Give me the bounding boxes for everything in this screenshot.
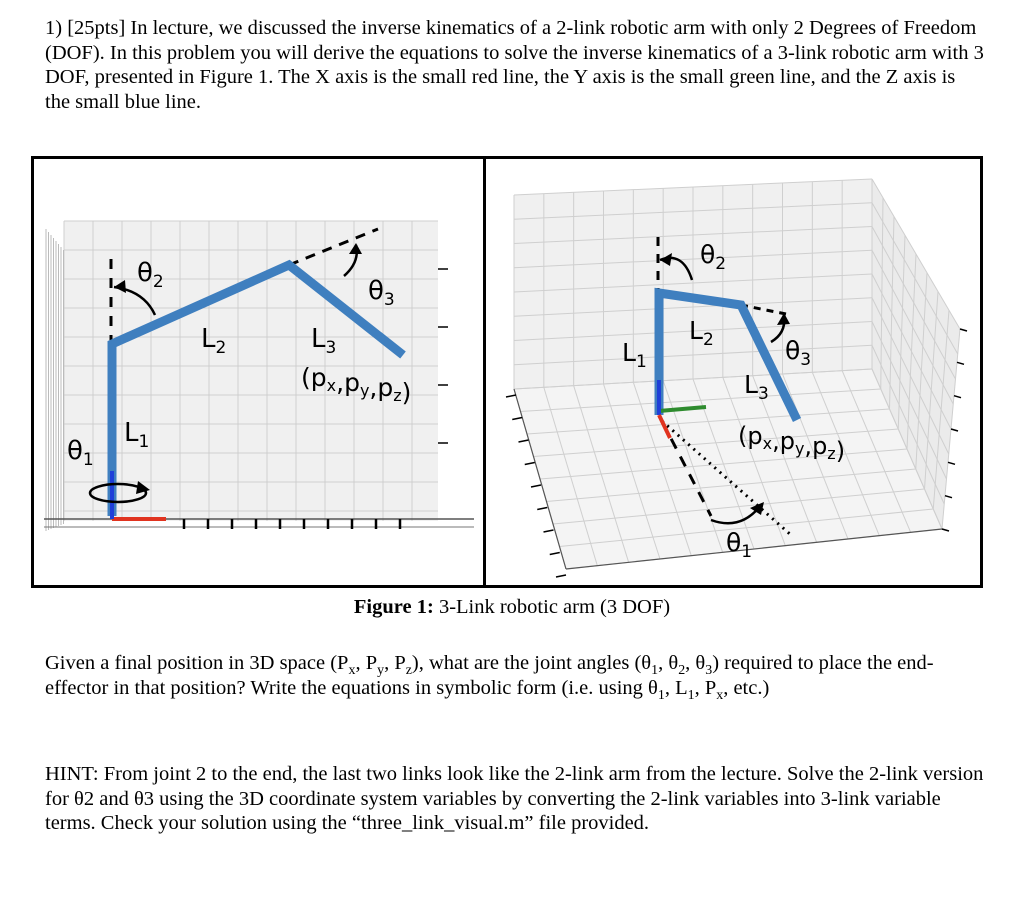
figure-caption-label: Figure 1: xyxy=(353,596,434,618)
label-theta3: $\theta_3$ xyxy=(368,276,395,310)
side-view-plot xyxy=(34,159,483,585)
3d-view-plot xyxy=(486,159,980,585)
label-theta2: $\theta_2$ xyxy=(137,258,164,292)
figure-right-panel xyxy=(486,159,980,585)
label-theta1: $\theta_1$ xyxy=(726,528,753,562)
problem-hint: HINT: From joint 2 to the end, the last two links look like the 2-link arm from the lecture. Solve the 2-link version for θ2 and θ3 using the 3D coordinate system variables by converting the 2-link variables into 3-link variable terms. Check your solution using the “three_link_visual.m” file provided. xyxy=(45,763,984,834)
figure-caption-text: 3-Link robotic arm (3 DOF) xyxy=(438,596,671,618)
label-L1: $L_1$ xyxy=(124,418,150,452)
problem-intro: 1) [25pts] In lecture, we discussed the inverse kinematics of a 2-link robotic arm with only 2 Degrees of Freedom (DOF). In this problem you will derive the equations to solve the inverse kinematics of a 3-link robotic arm with 3 DOF, presented in Figure 1. The X axis is the small red line, the Y axis is the small green line, and the Z axis is the small blue line. xyxy=(45,17,984,113)
label-theta2: $\theta_2$ xyxy=(700,240,727,274)
label-L1: $L_1$ xyxy=(622,338,647,372)
label-L2: $L_2$ xyxy=(201,324,227,358)
label-end-effector: $(p_x,p_y,p_z)$ xyxy=(738,422,846,465)
label-theta3: $\theta_3$ xyxy=(785,336,812,370)
problem-question: Given a final position in 3D space ($P_x$, $P_y$, $P_z$), what are the joint angles ($\theta_1$, $\theta_2$, $\theta_3$) required to place the end-effector in that position? Write the equations in symbolic form (i.e. using $\theta_1$, $L_1$, $P_x$, etc.) xyxy=(45,652,934,703)
figure-left-panel xyxy=(34,159,483,585)
label-theta1: $\theta_1$ xyxy=(67,436,94,470)
label-L2: $L_2$ xyxy=(689,316,714,350)
figure-caption xyxy=(0,596,1024,619)
label-L3: $L_3$ xyxy=(744,370,769,404)
label-L3: $L_3$ xyxy=(311,324,337,358)
label-end-effector: $(p_x,p_y,p_z)$ xyxy=(301,363,412,407)
3d-view-grid xyxy=(506,179,967,577)
